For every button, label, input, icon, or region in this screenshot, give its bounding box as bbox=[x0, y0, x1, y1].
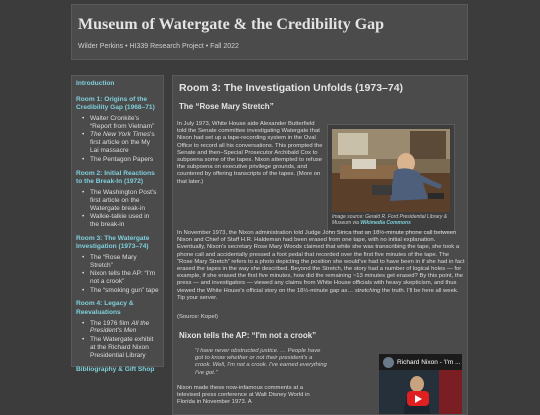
main-content bbox=[172, 75, 468, 415]
nixon-quote: “I have never obstructed justice. … People have got to know whether or not their president's a crook. Well, I'm not a crook. I've earned everything I've got.” bbox=[195, 348, 327, 376]
nav-room-2[interactable]: Room 2: Initial Reactions to the Break-In (1972) bbox=[76, 169, 155, 185]
video-title[interactable]: Richard Nixon - 'I'm ... bbox=[397, 359, 461, 366]
rose-mary-woods-photo bbox=[332, 129, 450, 212]
sidebar-nav bbox=[71, 75, 164, 373]
nav-room-1-list bbox=[76, 115, 159, 164]
paragraph-press-conference: Nixon made these now-infamous comments at a televised press conference at Walt Disney World in Florida in November 1973. A bbox=[177, 385, 310, 406]
page-title: Room 3: The Investigation Unfolds (1973–74) bbox=[179, 82, 404, 94]
nav-item-smoking-gun[interactable]: • The “smoking gun” tape bbox=[76, 287, 159, 295]
nav-item-nixon-library[interactable]: • The Watergate exhibit at the Richard Nixon Presidential Library bbox=[76, 336, 159, 360]
section-title-rose-mary: The “Rose Mary Stretch” bbox=[179, 102, 274, 111]
office-photo-illustration bbox=[332, 129, 450, 212]
nav-room-2-list bbox=[76, 189, 159, 229]
nav-item-pentagon-papers[interactable]: • The Pentagon Papers bbox=[76, 156, 159, 164]
nav-item-cronkite[interactable]: • Walter Cronkite's “Report from Vietnam” bbox=[76, 115, 159, 131]
nav-room-4[interactable]: Room 4: Legacy & Reevaluations bbox=[76, 300, 134, 316]
photo-figure bbox=[327, 124, 455, 232]
site-title: Museum of Watergate & the Credibility Gap bbox=[78, 16, 385, 33]
section-title-not-a-crook: Nixon tells the AP: “I'm not a crook” bbox=[179, 331, 317, 340]
nav-item-rose-mary-stretch[interactable]: • The “Rose Mary Stretch” bbox=[76, 254, 159, 270]
nav-item-walkie-talkie[interactable]: • Walkie-talkie used in the break-in bbox=[76, 213, 159, 229]
channel-avatar-icon bbox=[383, 357, 394, 368]
nav-introduction[interactable]: Introduction bbox=[76, 80, 115, 87]
play-icon[interactable] bbox=[407, 391, 429, 406]
nav-item-wapo-article[interactable]: • The Washington Post's first article on the Watergate break-in bbox=[76, 189, 159, 213]
paragraph-butterfield: In July 1973, White House aide Alexander Butterfield told the Senate committee investigating Watergate that Nixon had set up a tape-recording system in the Oval Office to record all his conversations. This prompted the Senate and then–Special Prosecutor Archibald Cox to subpoena some of the tapes. Nixon attempted to refuse the subpoena on executive privilege grounds, and countered by offering transcripts of the tapes. (More on that later.) bbox=[177, 121, 323, 185]
nav-item-my-lai[interactable]: • The New York Times's first article on the My Lai massacre bbox=[76, 131, 159, 155]
paragraph-erased-tape: In November 1973, the Nixon administration told Judge John Sirica that an 18½-minute phone call between Nixon and Chief of Staff H.R. Haldeman had been erased from one tape, with no initial explanation. Eventually, Nixon's secretary Rose Mary Woods claimed that while she was transcribing the tape, she took a phone call and accidentally pressed a foot pedal that recorded over the first five minutes of the tape. The “Rose Mary Stretch” refers to a photo depicting the position she would've had to have been in if she had in fact erased the tapes in the way she described. Beyond the Stretch, the story had a number of logical holes — for example, if she erased the first five minutes, how did the remaining ~13 minutes get erased? By this point, the press — and investigators — viewed any claims from White House officials with heavy skepticism, and thus viewed the White House's official story on the 18½-minute gap as… stretching the truth. I'll be here all week. Tip your server. bbox=[177, 230, 465, 301]
nav-item-film[interactable]: • The 1976 film All the President's Men bbox=[76, 320, 159, 336]
site-subtitle: Wilder Perkins • HI339 Research Project • Fall 2022 bbox=[78, 43, 239, 50]
source-note: (Source: Kopel) bbox=[177, 314, 218, 320]
nav-room-3[interactable]: Room 3: The Watergate Investigation (1973–74) bbox=[76, 234, 150, 250]
photo-caption: Image source: Gerald R. Ford Presidential Library & Museum via Wikimedia Commons bbox=[332, 214, 448, 226]
nav-bibliography[interactable]: Bibliography & Gift Shop bbox=[76, 365, 155, 373]
nav-room-1[interactable]: Room 1: Origins of the Credibility Gap (1968–71) bbox=[76, 96, 155, 112]
video-embed[interactable] bbox=[379, 354, 462, 415]
wikimedia-link[interactable]: Wikimedia Commons bbox=[360, 220, 411, 226]
nav-item-not-a-crook[interactable]: • Nixon tells the AP: “I'm not a crook” bbox=[76, 270, 159, 286]
nav-room-4-list bbox=[76, 320, 159, 360]
site-header bbox=[71, 4, 468, 60]
nav-room-3-list bbox=[76, 254, 159, 295]
